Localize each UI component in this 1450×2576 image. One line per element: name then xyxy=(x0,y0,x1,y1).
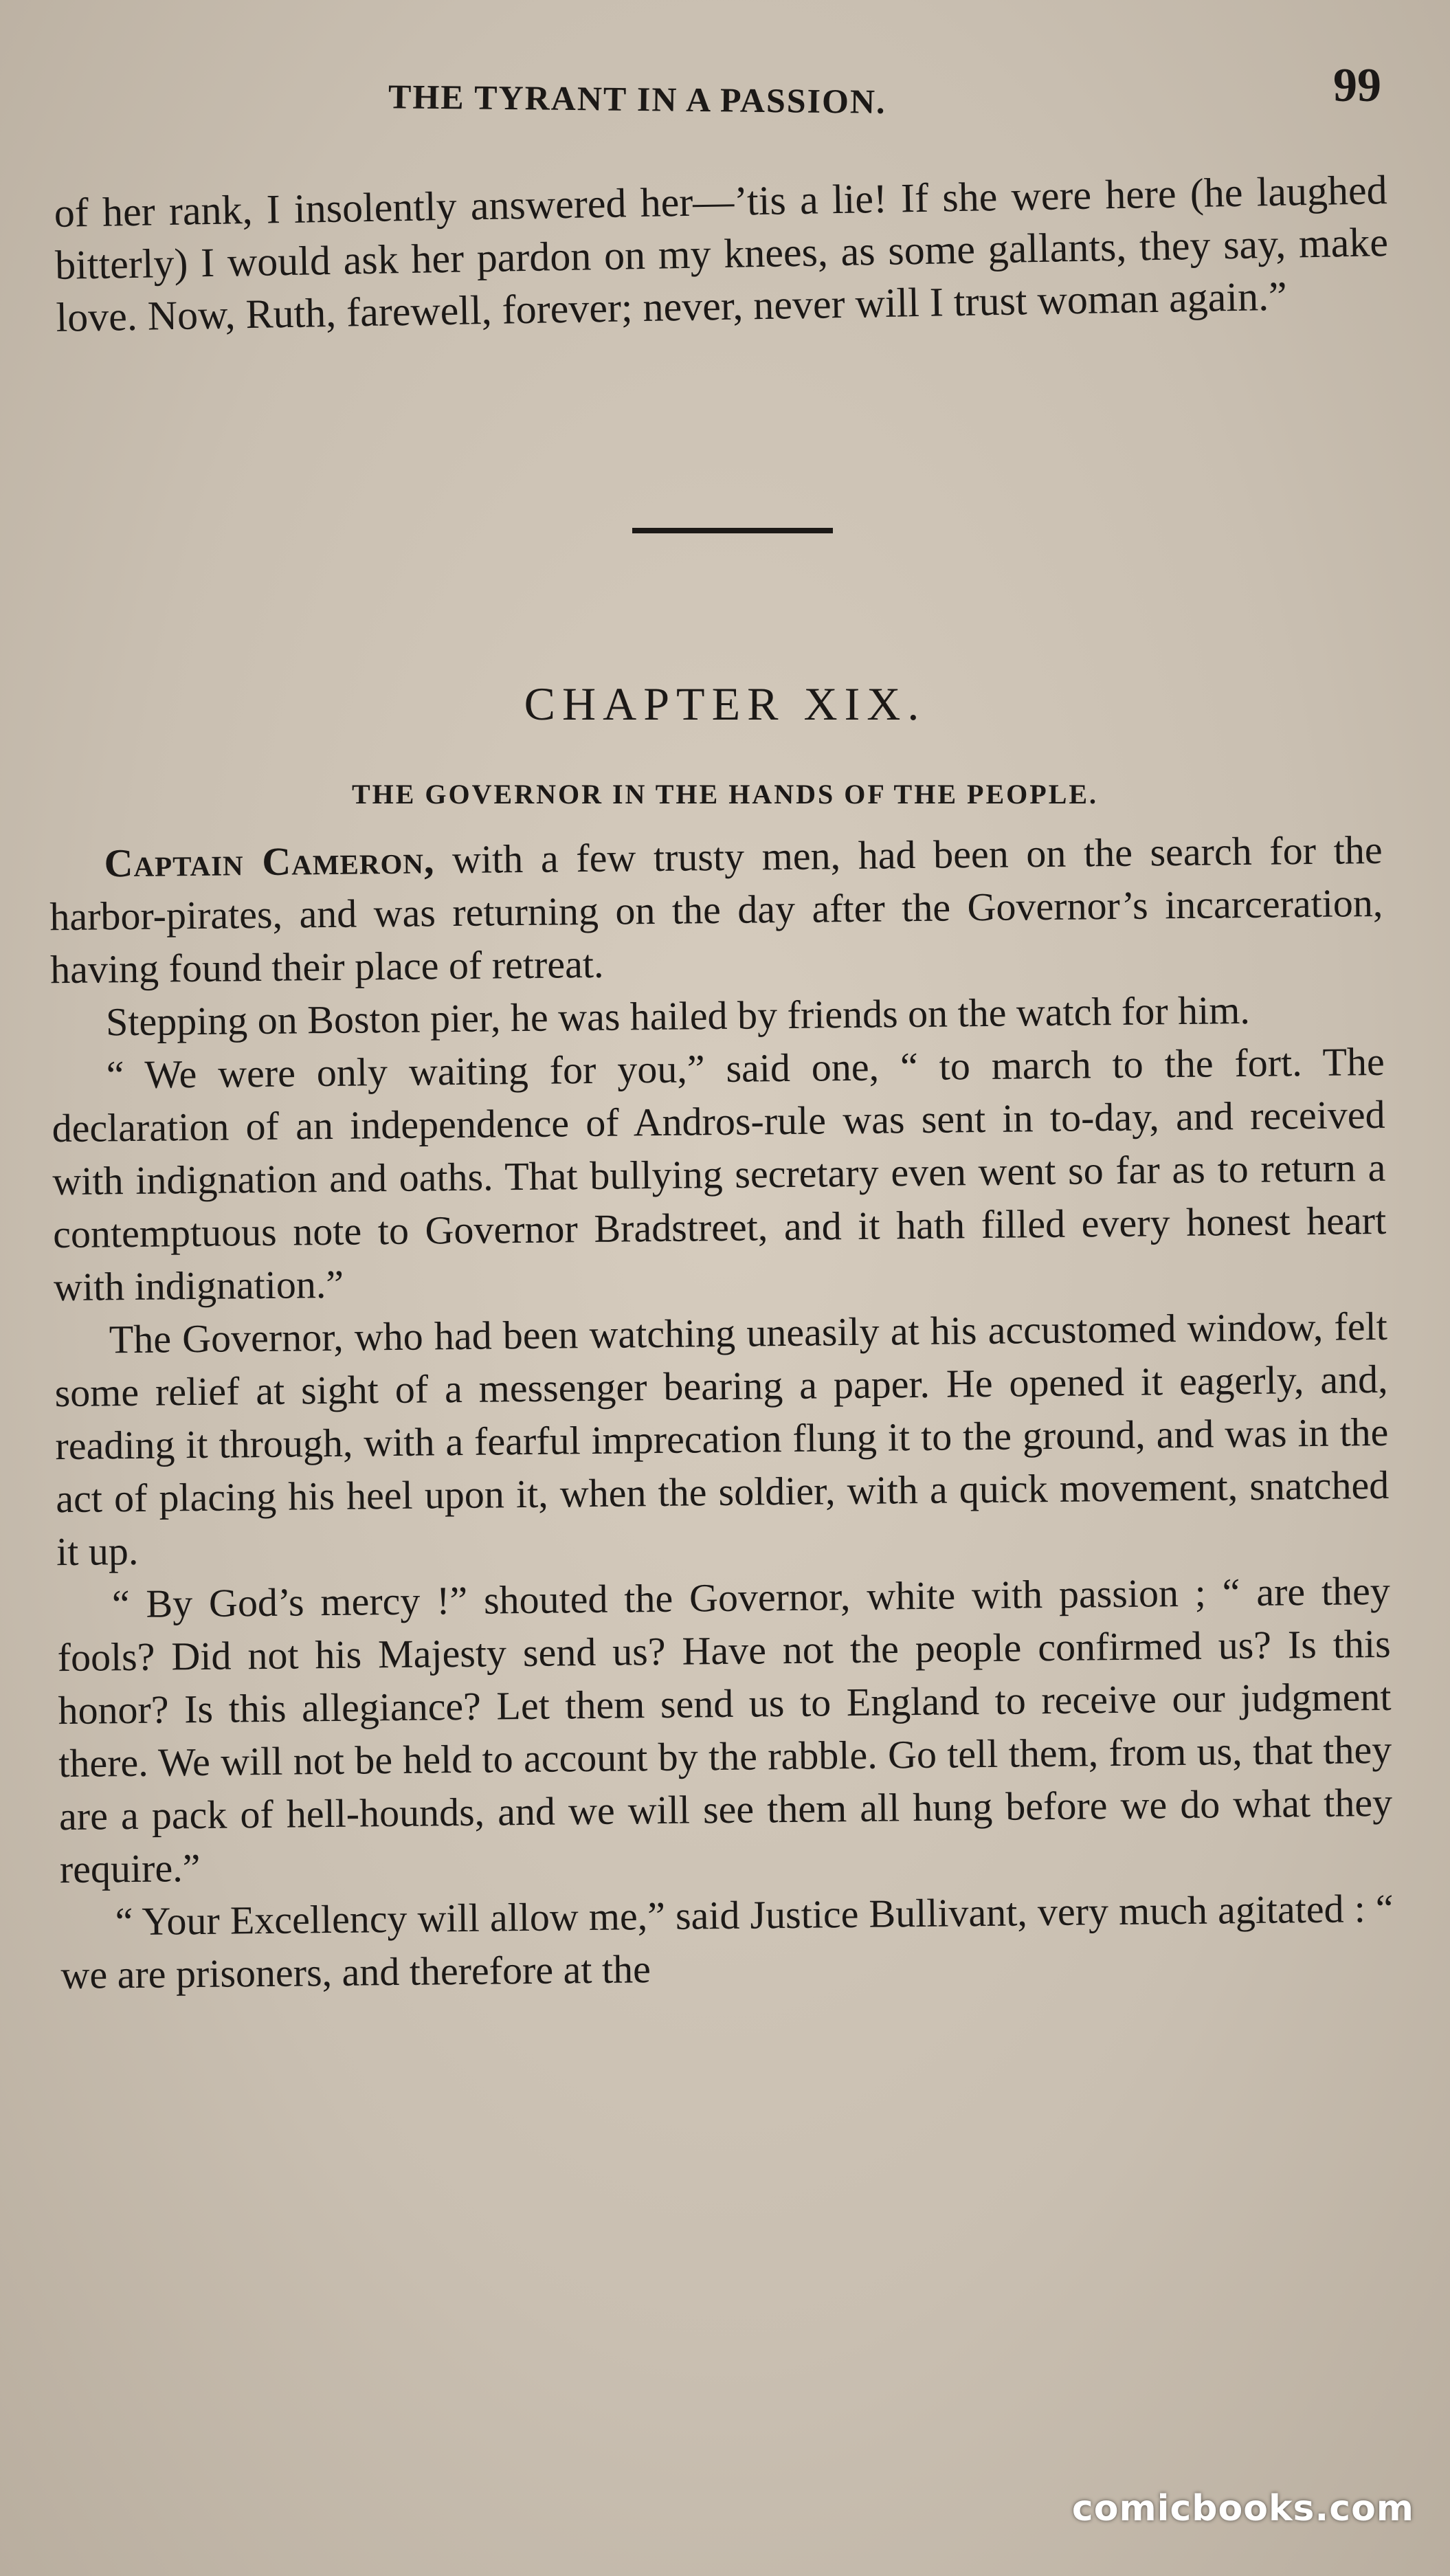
body-paragraph-4: The Governor, who had been watching uneasily at his accustomed window, felt some relief at sight of a messenger bearing a paper. He opened it eagerly, and, reading it through, with a fearful imprecation flung it to the ground, and was in the act of placing his heel upon it, when the soldier, with a quick movement, snatched it up. xyxy=(54,1303,1390,1575)
chapter-subtitle: THE GOVERNOR IN THE HANDS OF THE PEOPLE. xyxy=(351,779,1099,810)
body-paragraph-6: “ Your Excellency will allow me,” said Justice Bullivant, very much agitated : “ we are prisoners, and therefore at the xyxy=(60,1885,1394,1998)
body-paragraph-2: Stepping on Boston pier, he was hailed by friends on the watch for him. xyxy=(105,987,1251,1045)
body-paragraph-3: “ We were only waiting for you,” said one, “ to march to the fort. The declaration of an independence of Andros-rule was sent in to-day, and received with indignation and oaths. That bullying secretary even went so far as to return a contemptuous note to Governor Bradstreet, and it hath filled every honest heart with indignation.” xyxy=(52,1039,1387,1310)
chapter-title: CHAPTER XIX. xyxy=(524,678,926,730)
page-number: 99 xyxy=(1333,59,1381,112)
section-divider xyxy=(632,528,833,533)
top-paragraph: of her rank, I insolently answered her—’tis a lie! If she were here (he laughed bitterly) I would ask her pardon on my knees, as some gallants, they say, make love. Now, Ruth, farewell, forever; never, never will I trust woman again.” xyxy=(54,167,1389,340)
running-title: THE TYRANT IN A PASSION. xyxy=(388,77,886,121)
body-paragraph-1-lead: Captain Cameron, xyxy=(104,837,435,886)
body-paragraph-5: “ By God’s mercy !” shouted the Governor, white with passion ; “ are they fools? Did not his Majesty send us? Have not the people confirmed us? Is this honor? Is this allegiance? Let them send us to England to receive our judgment there. We will not be held to account by the rabble. Go tell them, from us, that they are a pack of hell-hounds, and we will see them all hung before we do what they require.” xyxy=(57,1568,1393,1892)
body-paragraph-1-text: with a few trusty men, had been on the search for the harbor-pirates, and was returning on the day after the Governor’s incarceration, having found their place of retreat. xyxy=(49,827,1383,992)
watermark: comicbooks.com xyxy=(1071,2488,1414,2529)
chapter-body xyxy=(49,823,1394,2001)
body-paragraph-1 xyxy=(49,823,1383,996)
